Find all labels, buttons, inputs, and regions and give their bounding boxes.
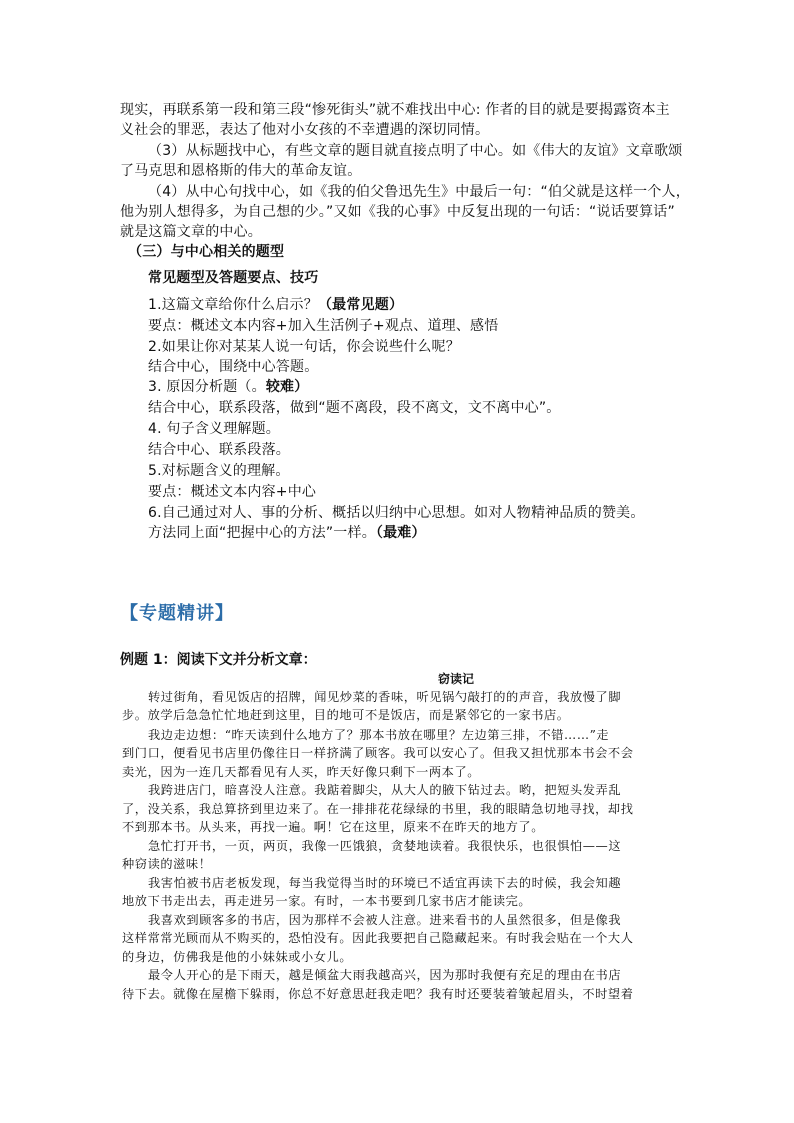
paragraph-line: 现实，再联系第一段和第三段“惨死街头”就不难找出中心: 作者的目的就是要揭露资本主 — [120, 102, 670, 118]
question-line — [148, 377, 308, 397]
story-line: 我害怕被书店老板发现，每当我觉得当时的环境已不适宜再读下去的时候，我会知趣 — [148, 876, 622, 890]
paragraph-line: 就是这篇文章的中心。 — [120, 224, 262, 240]
paragraph-line: 义社会的罪恶，表达了他对小女孩的不幸遭遇的深切同情。 — [120, 122, 490, 138]
question-label: 3. 原因分析题（。 — [148, 379, 266, 395]
section-subheading: 常见题型及答题要点、技巧 — [148, 270, 319, 286]
story-line: 最令人开心的是下雨天，越是倾盆大雨我越高兴，因为那时我便有充足的理由在书店 — [148, 968, 622, 982]
answer-line: 结合中心，围绕中心答题。 — [148, 359, 319, 375]
section-heading: （三）与中心相关的题型 — [128, 244, 285, 260]
question-note: 较难） — [265, 379, 309, 395]
question-line — [148, 295, 403, 315]
story-line: 急忙打开书，一页，两页，我像一匹饿狼，贪婪地读着。我很快乐，也很惧怕——这 — [148, 839, 622, 853]
answer-note: （最难） — [375, 525, 426, 541]
story-line: 我跨进店门，暗喜没人注意。我踮着脚尖，从大人的腋下钻过去。哟，把短头发弄乱 — [148, 783, 622, 797]
story-line: 卖光，因为一连几天都看见有人买，昨天好像只剩下一两本了。 — [122, 765, 481, 779]
story-line: 地放下书走出去，再走进另一家。有时，一本书要到几家书店才能读完。 — [122, 894, 532, 908]
story-title: 窃读记 — [438, 672, 475, 686]
story-line: 了，没关系，我总算挤到里边来了。在一排排花花绿绿的书里，我的眼睛急切地寻找，却找 — [122, 802, 634, 816]
paragraph-line: 了马克思和恩格斯的伟大的革命友谊。 — [120, 163, 362, 179]
question-line: 5.对标题含义的理解。 — [148, 463, 290, 479]
answer-text: 方法同上面“把握中心的方法”一样。 — [148, 525, 376, 541]
paragraph-line: （4）从中心句找中心，如《我的伯父鲁迅先生》中最后一句：“伯父就是这样一个人， — [148, 184, 690, 200]
special-topic-title: 【专题精讲】 — [120, 603, 234, 624]
answer-line: 结合中心、联系段落。 — [148, 442, 290, 458]
question-note: （最常见题） — [317, 297, 404, 313]
story-line: 到门口，便看见书店里仍像往日一样挤满了顾客。我可以安心了。但我又担忧那本书会不会 — [122, 746, 634, 760]
story-line: 这样常常光顾而从不购买的，恐怕没有。因此我要把自己隐藏起来。有时我会贴在一个大人 — [122, 931, 634, 945]
story-line: 待下去。就像在屋檐下躲雨，你总不好意思赶我走吧？我有时还要装着皱起眉头，不时望着 — [122, 987, 634, 1001]
question-line: 4. 句子含义理解题。 — [148, 421, 281, 437]
story-line: 转过街角，看见饭店的招牌，闻见炒菜的香味，听见锅勺敲打的的声音，我放慢了脚 — [148, 690, 622, 704]
answer-line — [148, 523, 426, 543]
question-label: 1.这篇文章给你什么启示？ — [148, 297, 318, 313]
answer-line: 要点：概述文本内容+加入生活例子+观点、道理、感悟 — [148, 318, 499, 334]
story-line: 种窃读的滋味！ — [122, 857, 212, 871]
paragraph-line: 他为别人想得多，为自己想的少。”又如《我的心事》中反复出现的一句话：“说话要算话” — [120, 204, 675, 220]
story-line: 我喜欢到顾客多的书店，因为那样不会被人注意。进来看书的人虽然很多，但是像我 — [148, 913, 622, 927]
paragraph-line: （3）从标题找中心，有些文章的题目就直接点明了中心。如《伟大的友谊》文章歌颂 — [148, 143, 683, 159]
question-line: 6.自己通过对人、事的分析、概括以归纳中心思想。如对人物精神品质的赞美。 — [148, 505, 645, 521]
story-line: 步。放学后急急忙忙地赶到这里，目的地可不是饭店，而是紧邻它的一家书店。 — [122, 708, 570, 722]
answer-line: 结合中心，联系段落，做到“题不离段，段不离文，文不离中心”。 — [148, 400, 561, 416]
story-line: 我边走边想：“昨天读到什么地方了？那本书放在哪里？左边第三排，不错……”走 — [148, 728, 610, 742]
example-label: 例题 1：阅读下文并分析文章： — [120, 652, 317, 668]
answer-line: 要点：概述文本内容+中心 — [148, 484, 317, 500]
story-line: 不到那本书。从头来，再找一遍。啊！它在这里，原来不在昨天的地方了。 — [122, 820, 544, 834]
question-line: 2.如果让你对某某人说一句话，你会说些什么呢？ — [148, 339, 460, 355]
story-line: 的身边，仿佛我是他的小妹妹或小女儿。 — [122, 950, 353, 964]
